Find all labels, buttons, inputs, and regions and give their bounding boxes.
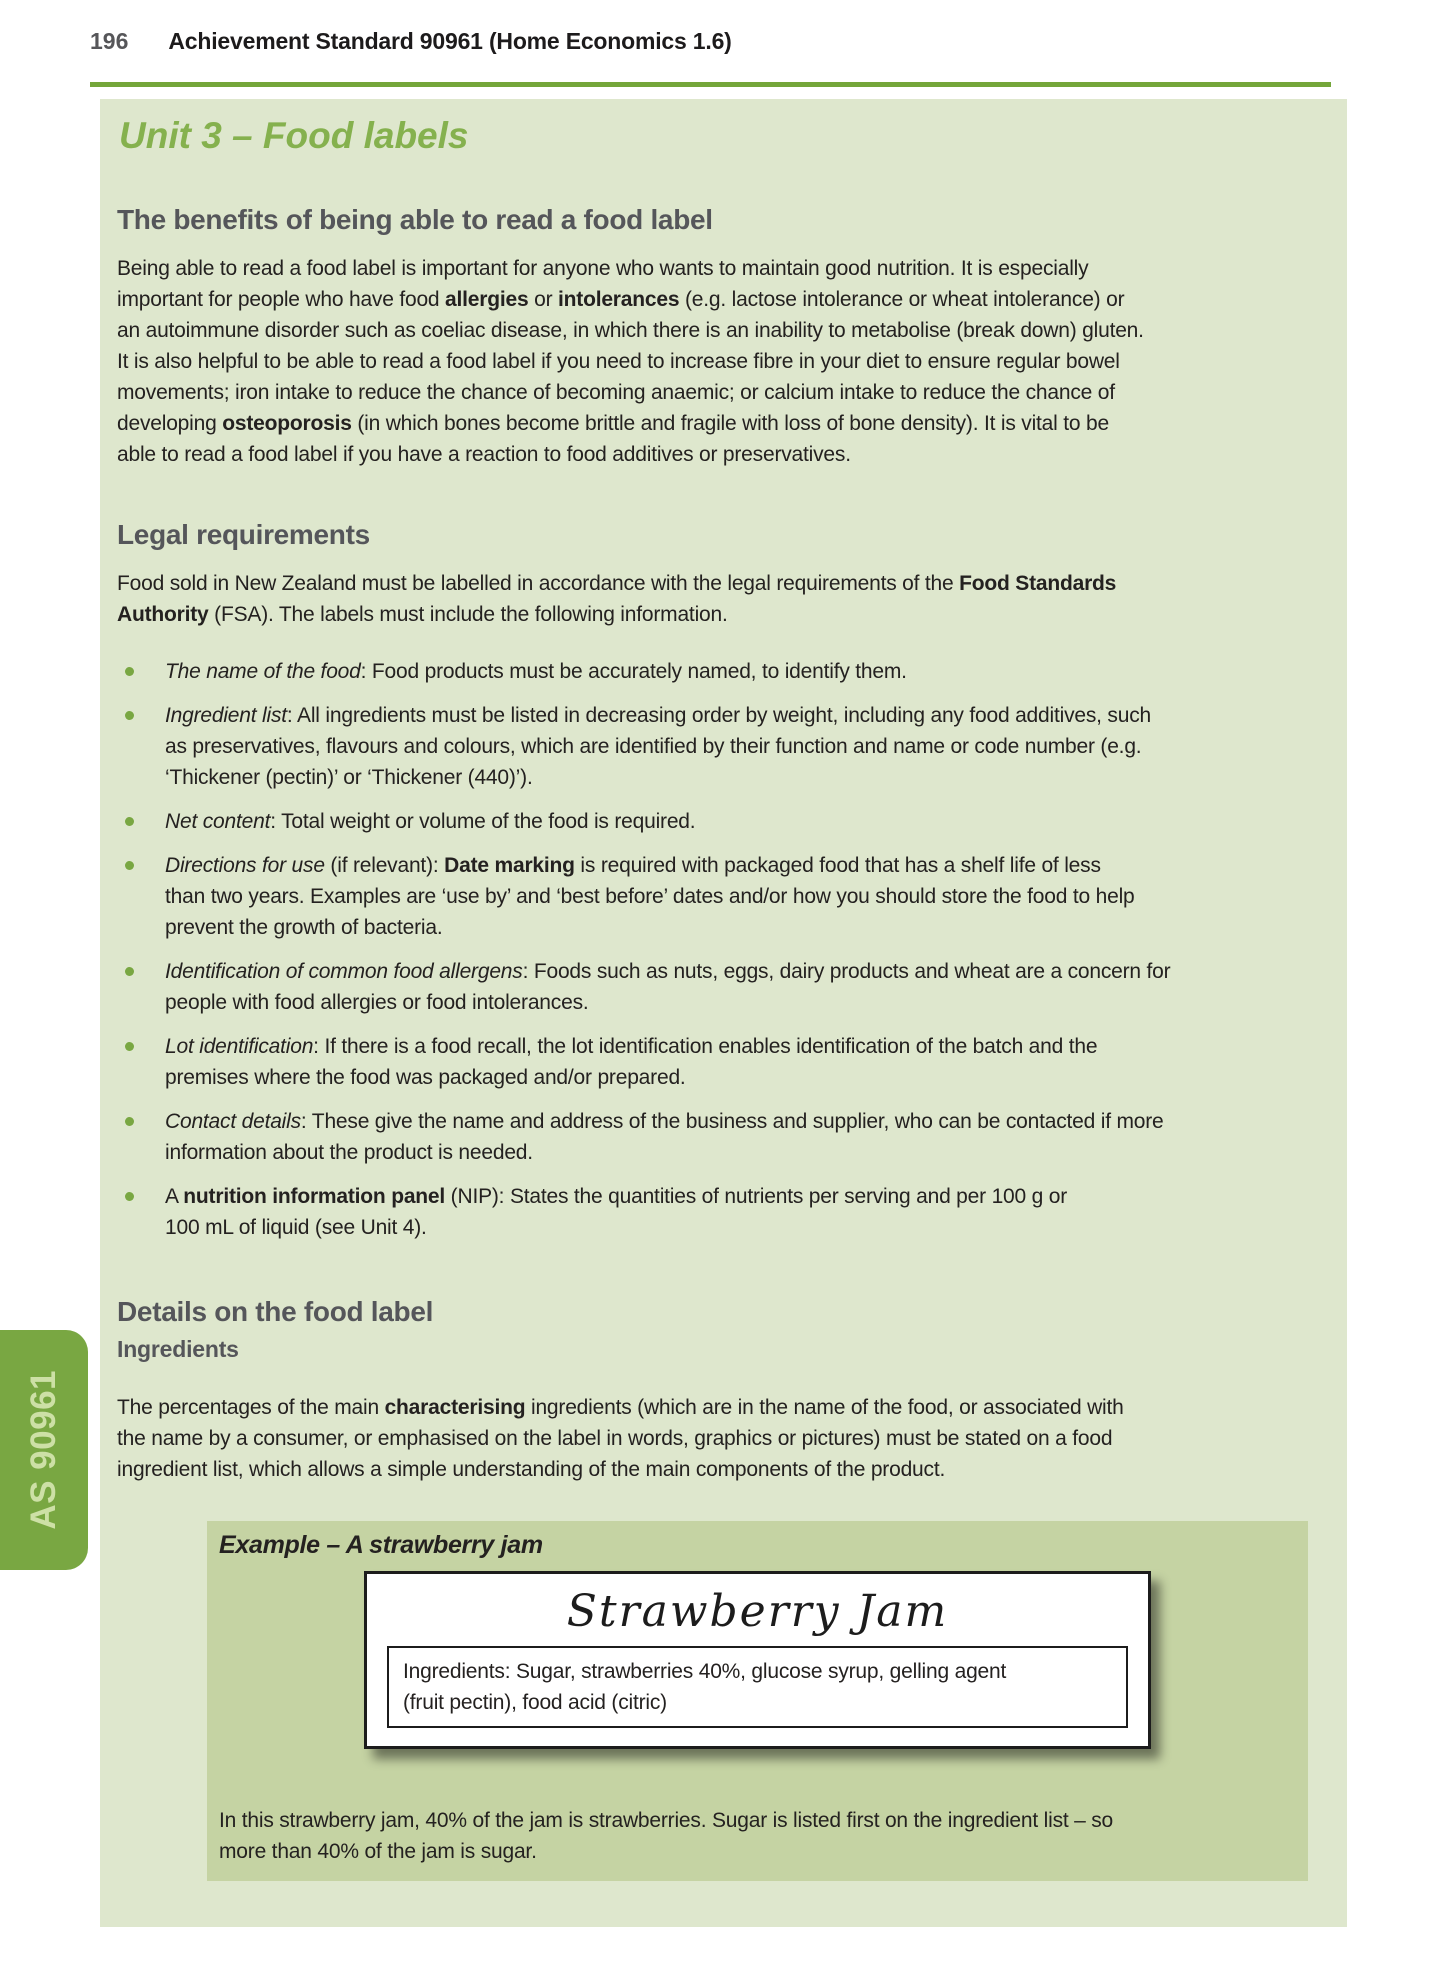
food-label-name: Strawberry Jam [566, 1586, 949, 1637]
content-panel [100, 99, 1347, 1927]
example-title: Example – A strawberry jam [219, 1531, 543, 1559]
list-item: A nutrition information panel (NIP): States the quantities of nutrients per serving and per 100 g or 100 mL of liquid (see Unit 4). [117, 1181, 1330, 1243]
list-item: Directions for use (if relevant): Date marking is required with packaged food that has a shelf life of less than two years. Examples are ‘use by’ and ‘best before’ dates and/or how you should store the food to help prevent the growth of bacteria. [117, 850, 1330, 943]
unit-title: Unit 3 – Food labels [119, 115, 469, 156]
legal-requirements-list [117, 656, 1330, 1243]
example-note: In this strawberry jam, 40% of the jam is strawberries. Sugar is listed first on the ingredient list – so more than 40% of the jam is sugar. [219, 1809, 1114, 1863]
as-standard-tab [0, 1330, 88, 1570]
as-standard-tab-label: AS 90961 [24, 1370, 63, 1530]
example-box [207, 1521, 1308, 1881]
food-label-ingredients-box: Ingredients: Sugar, strawberries 40%, glucose syrup, gelling agent (fruit pectin), food acid (citric) [387, 1646, 1128, 1728]
benefits-paragraph: Being able to read a food label is important for anyone who wants to maintain good nutrition. It is especially important for people who have food allergies or intolerances (e.g. lactose intolerance or wheat intolerance) or an autoimmune disorder such as coeliac disease, in which there is an inability to metabolise (break down) gluten. It is also helpful to be able to read a food label if you need to increase fibre in your diet to ensure regular bowel movements; iron intake to reduce the chance of becoming anaemic; or calcium intake to reduce the chance of developing osteoporosis (in which bones become brittle and fragile with loss of bone density). It is vital to be able to read a food label if you have a reaction to food additives or preservatives. [117, 257, 1144, 466]
legal-intro-paragraph: Food sold in New Zealand must be labelled in accordance with the legal requirements of the Food Standards Authority (FSA). The labels must include the following information. [117, 572, 1117, 626]
food-label-card [364, 1571, 1151, 1749]
page-header [90, 28, 732, 55]
ingredients-paragraph: The percentages of the main characterising ingredients (which are in the name of the food, or associated with the name by a consumer, or emphasised on the label in words, graphics or pictures) must be stated on a food ingredient list, which allows a simple understanding of the main components of the product. [117, 1396, 1124, 1481]
list-item: The name of the food: Food products must be accurately named, to identify them. [117, 656, 1330, 687]
subheading-ingredients: Ingredients [117, 1336, 239, 1362]
list-item: Identification of common food allergens: Foods such as nuts, eggs, dairy products and wheat are a concern for people with food allergies or food intolerances. [117, 956, 1330, 1018]
list-item: Ingredient list: All ingredients must be listed in decreasing order by weight, including any food additives, such as preservatives, flavours and colours, which are identified by their function and name or code number (e.g. ‘Thickener (pectin)’ or ‘Thickener (440)’). [117, 700, 1330, 793]
section-heading-benefits: The benefits of being able to read a food label [117, 204, 713, 235]
list-item: Lot identification: If there is a food recall, the lot identification enables identification of the batch and the premises where the food was packaged and/or prepared. [117, 1031, 1330, 1093]
header-title: Achievement Standard 90961 (Home Economics 1.6) [168, 28, 732, 54]
page-number: 196 [90, 28, 129, 54]
section-heading-legal: Legal requirements [117, 519, 370, 550]
list-item: Net content: Total weight or volume of the food is required. [117, 806, 1330, 837]
section-heading-details: Details on the food label [117, 1296, 434, 1327]
header-rule [90, 82, 1331, 87]
list-item: Contact details: These give the name and address of the business and supplier, who can be contacted if more information about the product is needed. [117, 1106, 1330, 1168]
